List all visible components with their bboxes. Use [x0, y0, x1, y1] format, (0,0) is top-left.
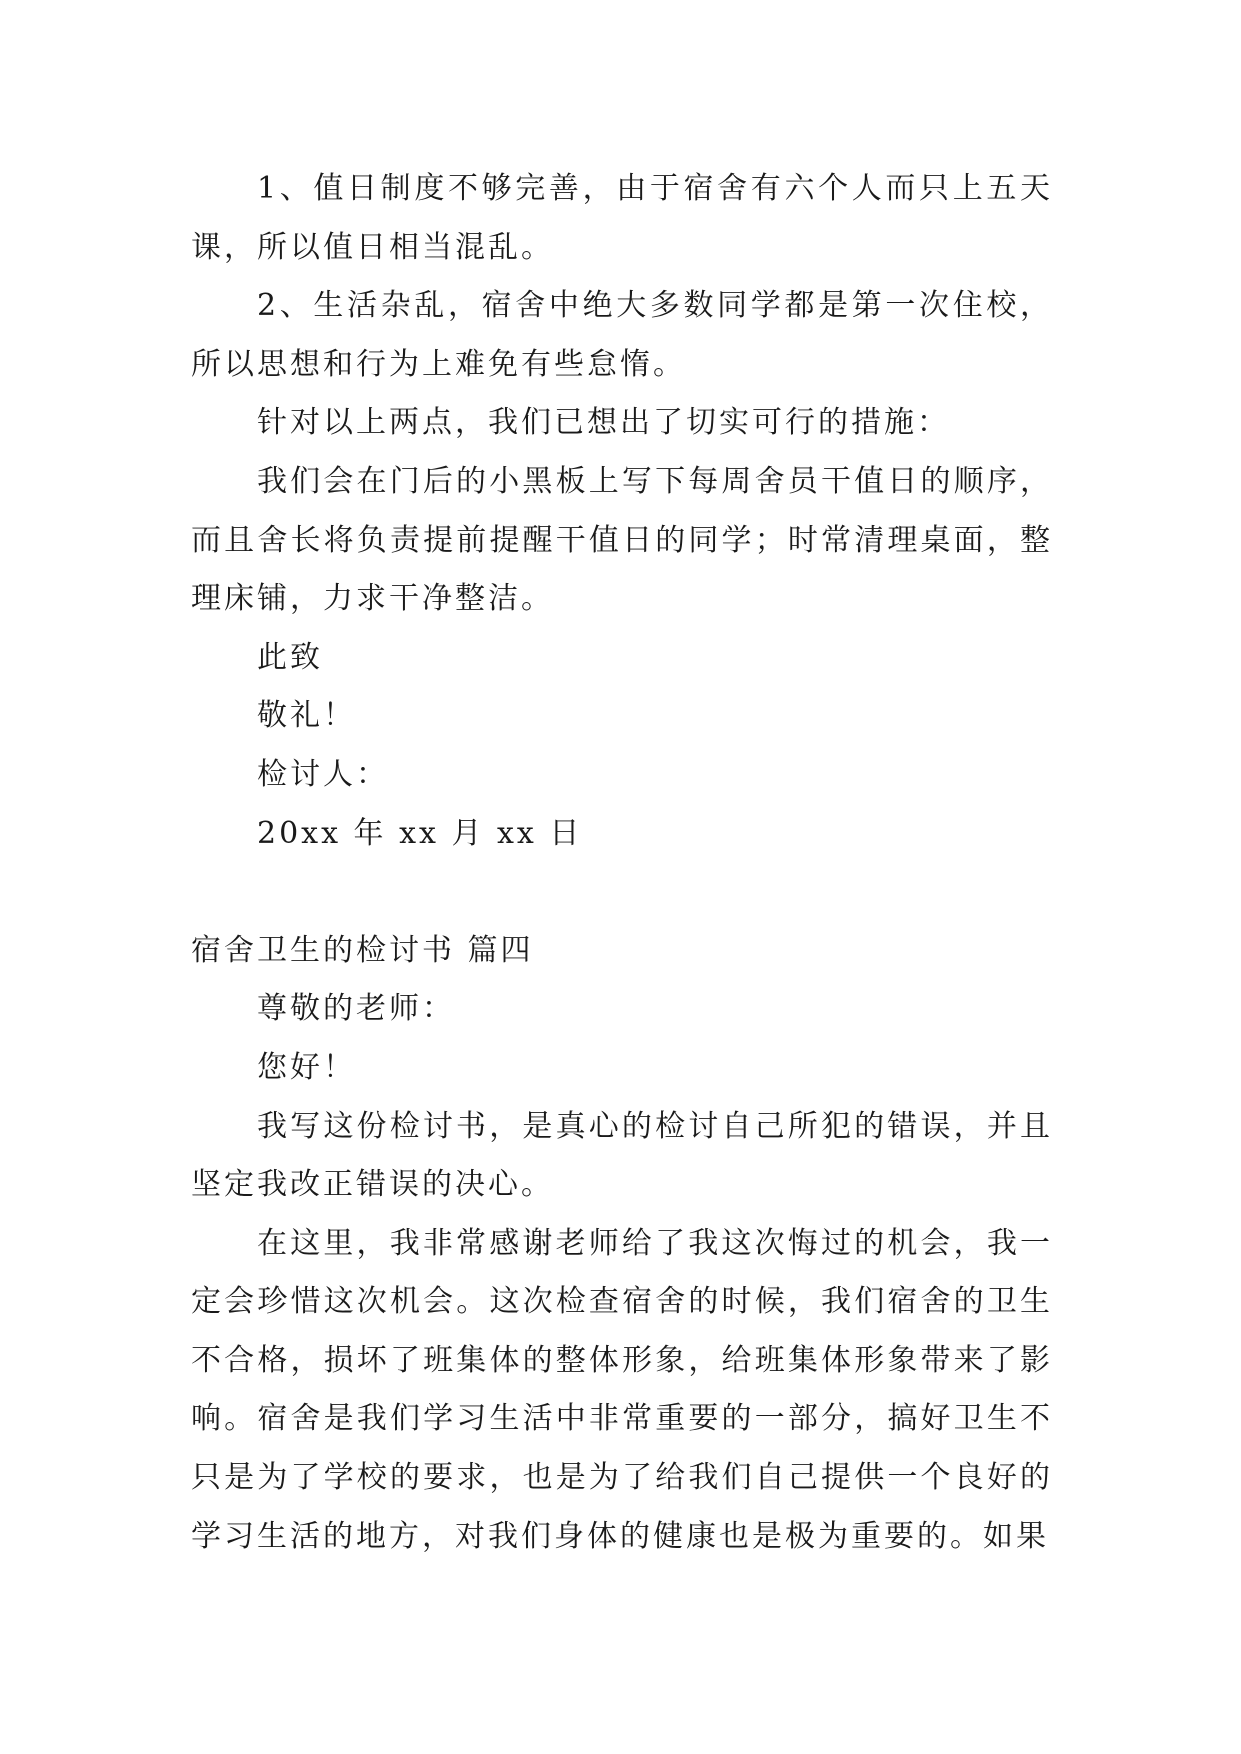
greeting-teacher: 尊敬的老师： [257, 991, 455, 1027]
document-body [191, 160, 1053, 1566]
paragraph-duty-system: 1、值日制度不够完善，由于宿舍有六个人而只上五天课，所以值日相当混乱。 [191, 171, 1053, 265]
paragraph-messy-life: 2、生活杂乱，宿舍中绝大多数同学都是第一次住校，所以思想和行为上难免有些怠惰。 [191, 288, 1053, 382]
paragraph-gratitude: 在这里，我非常感谢老师给了我这次悔过的机会，我一定会珍惜这次机会。这次检查宿舍的时候，我们宿舍的卫生不合格，损坏了班集体的整体形象，给班集体形象带来了影响。宿舍是我们学习生活中非常重要的一部分，搞好卫生不只是为了学校的要求，也是为了给我们自己提供一个良好的学习生活的地方，对我们身体的健康也是极为重要的。如果 [191, 1225, 1053, 1554]
paragraph-measures: 我们会在门后的小黑板上写下每周舍员干值日的顺序，而且舍长将负责提前提醒干值日的同学；时常清理桌面，整理床铺，力求干净整洁。 [191, 463, 1053, 617]
greeting-hello: 您好！ [257, 1049, 356, 1085]
date-line: 20xx 年 xx 月 xx 日 [257, 815, 583, 851]
paragraph-purpose: 我写这份检讨书，是真心的检讨自己所犯的错误，并且坚定我改正错误的决心。 [191, 1108, 1053, 1203]
paragraph-measures-intro: 针对以上两点，我们已想出了切实可行的措施： [257, 405, 950, 441]
signature-label: 检讨人： [257, 756, 389, 792]
closing-salutation: 此致 [257, 639, 323, 675]
section-heading: 宿舍卫生的检讨书 篇四 [191, 932, 534, 968]
closing-regards: 敬礼！ [257, 698, 356, 734]
